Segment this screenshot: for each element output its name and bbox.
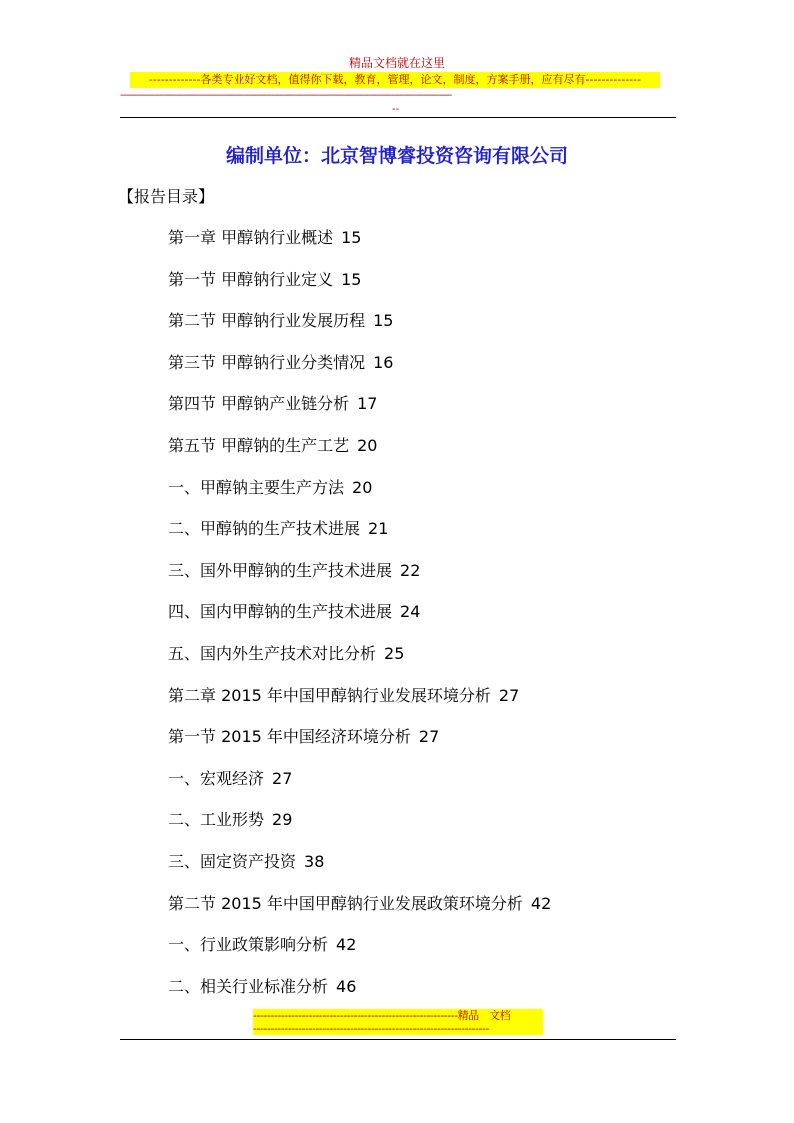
- toc-item-page: 27: [418, 727, 440, 747]
- toc-item[interactable]: [168, 392, 668, 434]
- toc-item-title: 二、相关行业标准分析: [168, 976, 329, 996]
- header-title: 精品文档就在这里: [348, 56, 445, 70]
- footer-banner-line2: --------------------------------------------------------------------: [253, 1022, 489, 1035]
- toc-item-title: 一、甲醇钠主要生产方法: [168, 477, 345, 497]
- toc-item[interactable]: [168, 600, 668, 642]
- toc-item-page: 46: [336, 976, 357, 996]
- toc-item[interactable]: [168, 808, 668, 850]
- toc-item[interactable]: [168, 226, 668, 268]
- toc-item-page: 27: [272, 768, 293, 788]
- toc-item-page: 42: [530, 893, 552, 913]
- toc-item[interactable]: [168, 476, 668, 518]
- toc-item-title: 四、国内甲醇钠的生产技术进展: [168, 602, 393, 622]
- toc-item-page: 22: [400, 560, 421, 580]
- toc-item-page: 15: [341, 228, 362, 247]
- toc-item-title: 第三节 甲醇钠行业分类情况: [168, 352, 366, 372]
- toc-item-title: 第二章 2015 年中国甲醇钠行业发展环境分析: [168, 685, 491, 705]
- toc-item-title: 一、宏观经济: [168, 768, 265, 788]
- toc-item-page: 20: [352, 477, 373, 497]
- toc-item-title: 二、甲醇钠的生产技术进展: [168, 519, 361, 539]
- toc-item[interactable]: [168, 434, 668, 476]
- header-banner: -------------各类专业好文档，值得你下载，教育，管理，论文，制度，方案手册，应有尽有--------------: [130, 72, 660, 88]
- toc-item[interactable]: [168, 517, 668, 559]
- toc-item-title: 第二节 2015 年中国甲醇钠行业发展政策环境分析: [168, 893, 523, 913]
- toc-item[interactable]: [168, 767, 668, 809]
- toc-item-title: 第一章 甲醇钠行业概述: [168, 228, 334, 247]
- toc-item-title: 三、国外甲醇钠的生产技术进展: [168, 560, 393, 580]
- toc-item[interactable]: [168, 933, 668, 975]
- toc-item-page: 38: [304, 851, 325, 871]
- toc-item-page: 15: [373, 311, 394, 331]
- footer-banner-line1: -----------------------------------------------------------精品 文档: [253, 1009, 511, 1022]
- toc-item-title: 第二节 甲醇钠行业发展历程: [168, 311, 366, 331]
- header-dashes-tail: --: [392, 104, 400, 115]
- toc-list: [168, 226, 668, 1016]
- toc-item[interactable]: [168, 642, 668, 684]
- toc-item-page: 42: [336, 935, 357, 955]
- toc-item-title: 第四节 甲醇钠产业链分析: [168, 394, 350, 414]
- toc-item[interactable]: [168, 268, 668, 310]
- toc-item-title: 第一节 甲醇钠行业定义: [168, 269, 334, 289]
- toc-item-page: 25: [384, 643, 405, 663]
- toc-heading: 【报告目录】: [118, 187, 215, 206]
- toc-item-page: 20: [357, 435, 378, 455]
- toc-item-page: 27: [498, 685, 520, 705]
- toc-item[interactable]: [168, 684, 668, 726]
- toc-item[interactable]: [168, 559, 668, 601]
- toc-item-page: 24: [400, 602, 421, 622]
- toc-item-page: 21: [368, 519, 389, 539]
- toc-item[interactable]: [168, 850, 668, 892]
- toc-item-page: 29: [272, 810, 293, 830]
- header-rule: [120, 117, 676, 118]
- footer-banner: [253, 1009, 543, 1035]
- header-dashes: -------------------------------------------------------------------------------------------------------------------------------: [120, 90, 452, 101]
- footer-rule: [120, 1039, 676, 1040]
- toc-item[interactable]: [168, 725, 668, 767]
- toc-item-title: 第五节 甲醇钠的生产工艺: [168, 435, 350, 455]
- toc-item-page: 17: [357, 394, 378, 414]
- toc-item[interactable]: [168, 351, 668, 393]
- compiler-title: 编制单位：北京智博睿投资咨询有限公司: [225, 145, 568, 167]
- toc-item-title: 五、国内外生产技术对比分析: [168, 643, 377, 663]
- toc-item[interactable]: [168, 892, 668, 934]
- toc-item-page: 15: [341, 269, 362, 289]
- toc-item-title: 三、固定资产投资: [168, 851, 297, 871]
- toc-item-page: 16: [373, 352, 394, 372]
- toc-item-title: 一、行业政策影响分析: [168, 935, 329, 955]
- toc-item-title: 二、工业形势: [168, 810, 265, 830]
- toc-item[interactable]: [168, 309, 668, 351]
- toc-item-title: 第一节 2015 年中国经济环境分析: [168, 727, 411, 747]
